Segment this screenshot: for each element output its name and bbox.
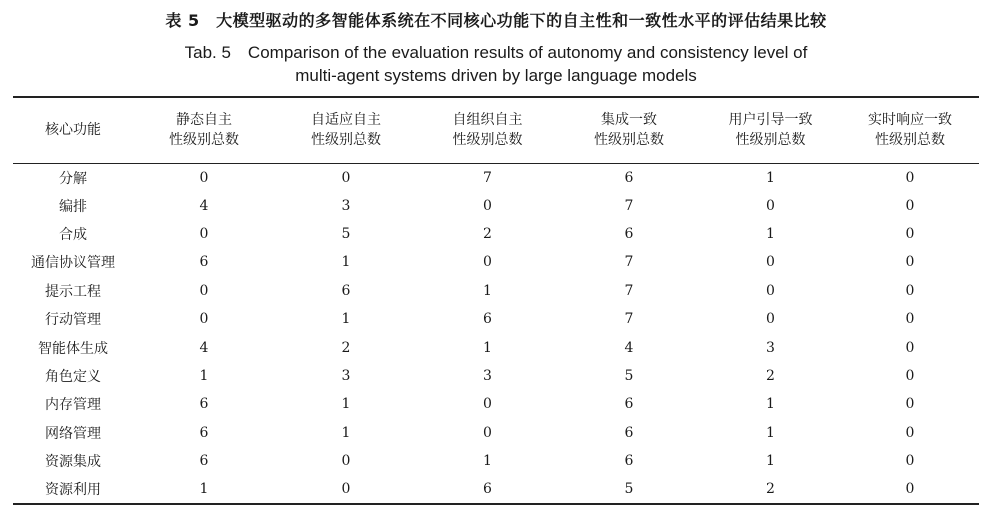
table-row — [13, 333, 979, 361]
cell-integrated-consistency: 5 — [558, 475, 700, 503]
cell-core-function: 网络管理 — [45, 425, 101, 442]
cell-adaptive-autonomy: 5 — [341, 225, 351, 242]
cell-static-autonomy: 0 — [199, 170, 209, 187]
cell-core-function: 资源集成 — [45, 454, 101, 471]
cell-self-organizing-autonomy: 3 — [483, 367, 492, 384]
cell-core-function: 编排 — [59, 198, 87, 215]
table-row — [13, 390, 979, 418]
header-core-function — [13, 97, 133, 163]
cell-user-guided-consistency: 1 — [766, 170, 775, 187]
cell-user-guided-consistency: 2 — [700, 475, 841, 503]
cell-core-function: 智能体生成 — [38, 340, 108, 357]
cell-static-autonomy: 1 — [199, 367, 209, 384]
header-line2: 性级别总数 — [169, 132, 239, 149]
header-realtime-consistency — [841, 97, 979, 163]
cell-self-organizing-autonomy: 1 — [483, 453, 492, 470]
header-self-organizing-autonomy — [417, 97, 558, 163]
cell-adaptive-autonomy: 1 — [341, 254, 351, 271]
cell-static-autonomy: 1 — [133, 475, 275, 503]
evaluation-results-table — [13, 96, 979, 505]
cell-realtime-consistency: 0 — [905, 225, 915, 242]
cell-realtime-consistency: 0 — [905, 282, 915, 299]
cell-integrated-consistency: 5 — [624, 367, 634, 384]
cell-adaptive-autonomy: 1 — [341, 311, 351, 328]
cell-adaptive-autonomy: 0 — [341, 453, 351, 470]
header-static-autonomy — [133, 97, 275, 163]
cell-static-autonomy: 6 — [199, 254, 209, 271]
cell-self-organizing-autonomy: 0 — [483, 197, 492, 214]
cell-integrated-consistency: 6 — [624, 453, 634, 470]
cell-user-guided-consistency: 1 — [766, 453, 775, 470]
cell-static-autonomy: 0 — [199, 282, 209, 299]
table-row — [13, 248, 979, 276]
cell-user-guided-consistency: 0 — [766, 254, 775, 271]
cell-static-autonomy: 0 — [199, 225, 209, 242]
cell-adaptive-autonomy: 0 — [275, 475, 417, 503]
header-line1: 自组织自主 — [452, 112, 523, 129]
cell-self-organizing-autonomy: 0 — [483, 424, 492, 441]
cell-user-guided-consistency: 1 — [766, 225, 775, 242]
cell-integrated-consistency: 6 — [624, 424, 634, 441]
cell-self-organizing-autonomy: 6 — [417, 475, 558, 503]
table-row — [13, 305, 979, 333]
header-line1: 自适应自主 — [311, 112, 381, 129]
header-integrated-consistency — [558, 97, 700, 163]
cell-realtime-consistency: 0 — [905, 339, 915, 356]
cell-user-guided-consistency: 0 — [766, 282, 775, 299]
header-line1: 核心功能 — [45, 122, 101, 139]
cell-realtime-consistency: 0 — [905, 311, 915, 328]
header-line1: 静态自主 — [176, 112, 232, 129]
cell-static-autonomy: 6 — [199, 453, 209, 470]
cell-self-organizing-autonomy: 1 — [483, 282, 492, 299]
cell-integrated-consistency: 6 — [624, 170, 634, 187]
cell-core-function: 内存管理 — [45, 397, 101, 414]
cell-user-guided-consistency: 1 — [766, 424, 775, 441]
cell-realtime-consistency: 0 — [905, 396, 915, 413]
cell-core-function: 提示工程 — [45, 283, 101, 300]
header-line2: 性级别总数 — [735, 132, 806, 149]
cell-integrated-consistency: 7 — [624, 197, 634, 214]
table-row — [13, 163, 979, 191]
cell-static-autonomy: 4 — [199, 339, 209, 356]
cell-self-organizing-autonomy: 0 — [483, 396, 492, 413]
cell-static-autonomy: 6 — [199, 424, 209, 441]
cell-user-guided-consistency: 0 — [766, 197, 775, 214]
header-line1: 用户引导一致 — [728, 112, 813, 129]
table-header-row — [13, 97, 979, 163]
table-body — [13, 163, 979, 504]
table-row — [13, 220, 979, 248]
cell-user-guided-consistency: 2 — [766, 367, 775, 384]
cell-user-guided-consistency: 3 — [766, 339, 775, 356]
header-adaptive-autonomy — [275, 97, 417, 163]
cell-adaptive-autonomy: 1 — [341, 396, 351, 413]
cell-realtime-consistency: 0 — [841, 475, 979, 503]
cell-adaptive-autonomy: 3 — [341, 367, 351, 384]
cell-static-autonomy: 6 — [199, 396, 209, 413]
cell-core-function: 角色定义 — [45, 368, 101, 385]
cell-integrated-consistency: 7 — [624, 311, 634, 328]
cell-static-autonomy: 0 — [199, 311, 209, 328]
cell-realtime-consistency: 0 — [905, 424, 915, 441]
cell-integrated-consistency: 6 — [624, 225, 634, 242]
header-line2: 性级别总数 — [311, 132, 381, 149]
cell-adaptive-autonomy: 6 — [341, 282, 351, 299]
cell-integrated-consistency: 7 — [624, 282, 634, 299]
cell-user-guided-consistency: 1 — [766, 396, 775, 413]
cell-realtime-consistency: 0 — [905, 367, 915, 384]
header-user-guided-consistency — [700, 97, 841, 163]
cell-integrated-consistency: 7 — [624, 254, 634, 271]
cell-core-function: 合成 — [59, 226, 87, 243]
cell-realtime-consistency: 0 — [905, 254, 915, 271]
cell-adaptive-autonomy: 2 — [341, 339, 351, 356]
cell-adaptive-autonomy: 3 — [341, 197, 351, 214]
header-line1: 实时响应一致 — [868, 112, 952, 129]
cell-realtime-consistency: 0 — [905, 170, 915, 187]
table-row — [13, 191, 979, 219]
cell-core-function: 通信协议管理 — [31, 255, 115, 272]
cell-self-organizing-autonomy: 0 — [483, 254, 492, 271]
cell-integrated-consistency: 6 — [624, 396, 634, 413]
cell-integrated-consistency: 4 — [624, 339, 634, 356]
header-line2: 性级别总数 — [875, 132, 945, 149]
table-row — [13, 475, 979, 503]
cell-self-organizing-autonomy: 6 — [483, 311, 492, 328]
header-line2: 性级别总数 — [594, 132, 664, 149]
cell-static-autonomy: 4 — [199, 197, 209, 214]
table-row — [13, 447, 979, 475]
header-line2: 性级别总数 — [452, 132, 523, 149]
table-caption-en-line2: multi-agent systems driven by large language models — [295, 66, 697, 85]
cell-self-organizing-autonomy: 7 — [483, 170, 492, 187]
cell-core-function: 资源利用 — [13, 475, 133, 503]
table-caption-en-line1: Tab. 5 Comparison of the evaluation results of autonomy and consistency level of — [184, 43, 808, 62]
table-row — [13, 277, 979, 305]
table-row — [13, 419, 979, 447]
table-caption-zh: 表 5 大模型驱动的多智能体系统在不同核心功能下的自主性和一致性水平的评估结果比较 — [165, 11, 827, 30]
cell-adaptive-autonomy: 1 — [341, 424, 351, 441]
cell-realtime-consistency: 0 — [905, 197, 915, 214]
cell-adaptive-autonomy: 0 — [341, 170, 351, 187]
header-line1: 集成一致 — [601, 112, 657, 129]
cell-self-organizing-autonomy: 2 — [483, 225, 492, 242]
cell-core-function: 分解 — [59, 171, 87, 188]
cell-core-function: 行动管理 — [45, 312, 101, 329]
cell-user-guided-consistency: 0 — [766, 311, 775, 328]
table-row — [13, 362, 979, 390]
cell-self-organizing-autonomy: 1 — [483, 339, 492, 356]
cell-realtime-consistency: 0 — [905, 453, 915, 470]
